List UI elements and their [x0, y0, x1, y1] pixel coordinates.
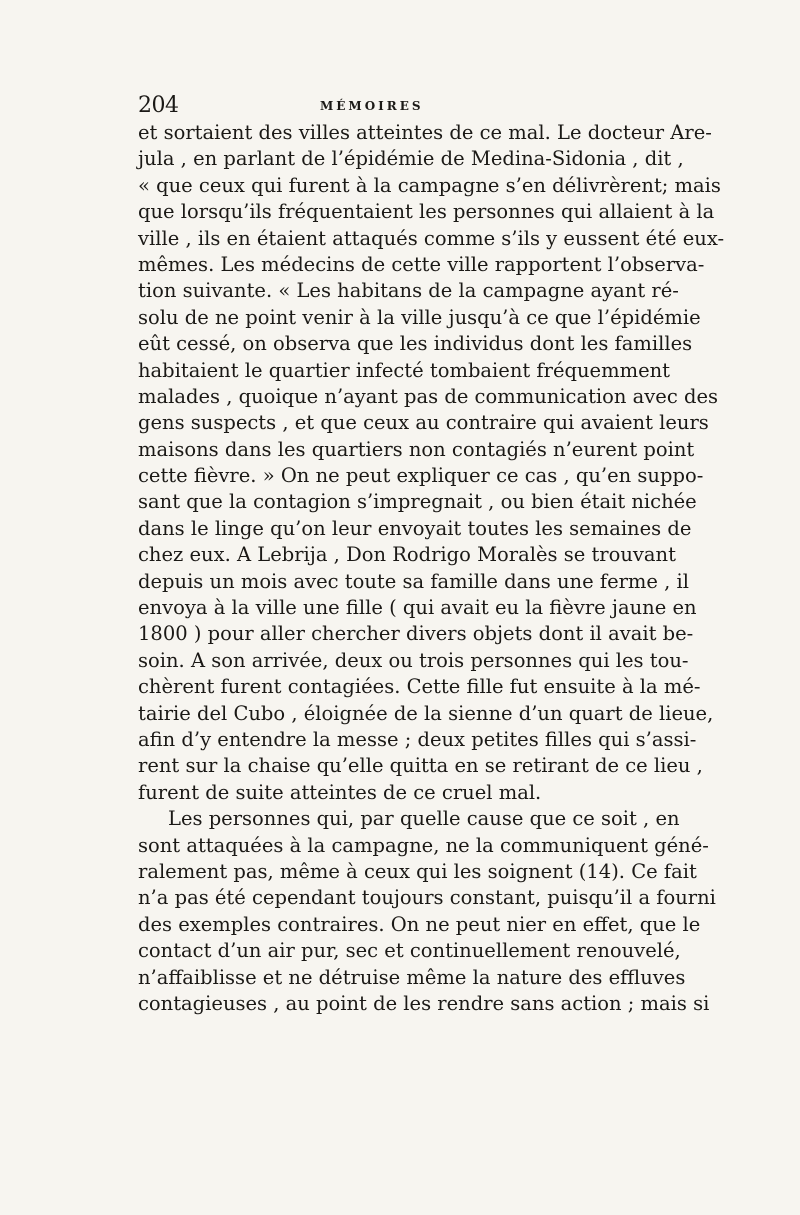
body-text [138, 120, 725, 1017]
text-line: jula , en parlant de l’épidémie de Medina-Sidonia , dit , [138, 147, 684, 171]
text-line: rent sur la chaise qu’elle quitta en se retirant de ce lieu , [138, 754, 703, 778]
text-line: eût cessé, on observa que les individus dont les familles [138, 332, 693, 356]
text-line: tairie del Cubo , éloignée de la sienne d’un quart de lieue, [138, 701, 714, 725]
paragraph-start-line: Les personnes qui, par quelle cause que ce soit , en [168, 807, 680, 831]
text-line: envoya à la ville une fille ( qui avait eu la fièvre jaune en [138, 596, 697, 620]
text-line: solu de ne point venir à la ville jusqu’à ce que l’épidémie [138, 305, 701, 329]
text-line: mêmes. Les médecins de cette ville rapportent l’observa- [138, 252, 705, 276]
text-line: ralement pas, même à ceux qui les soignent (14). Ce fait [138, 859, 697, 883]
text-line: dans le linge qu’on leur envoyait toutes les semaines de [138, 516, 692, 540]
text-line: contagieuses , au point de les rendre sans action ; mais si [138, 991, 710, 1015]
text-line: « que ceux qui furent à la campagne s’en délivrèrent; mais [138, 173, 721, 197]
text-line: tion suivante. « Les habitans de la campagne ayant ré- [138, 279, 679, 303]
text-line: ville , ils en étaient attaqués comme s’ils y eussent été eux- [138, 226, 725, 250]
book-page [138, 92, 725, 1017]
text-line: habitaient le quartier infecté tombaient fréquemment [138, 358, 671, 382]
running-head: MÉMOIRES [320, 99, 424, 113]
text-line: n’a pas été cependant toujours constant, puisqu’il a fourni [138, 886, 716, 910]
text-line: maisons dans les quartiers non contagiés n’eurent point [138, 437, 695, 461]
text-line: des exemples contraires. On ne peut nier en effet, que le [138, 912, 701, 936]
text-line: chèrent furent contagiées. Cette fille fut ensuite à la mé- [138, 675, 701, 699]
text-line: malades , quoique n’ayant pas de communication avec des [138, 384, 719, 408]
page-header [138, 92, 660, 120]
page-number: 204 [138, 93, 179, 118]
text-line: et sortaient des villes atteintes de ce mal. Le docteur Are- [138, 121, 712, 144]
text-line: gens suspects , et que ceux au contraire qui avaient leurs [138, 411, 709, 435]
text-line: 1800 ) pour aller chercher divers objets dont il avait be- [138, 622, 694, 646]
paragraph-end-line: furent de suite atteintes de ce cruel mal. [138, 780, 542, 804]
text-line: cette fièvre. » On ne peut expliquer ce cas , qu’en suppo- [138, 464, 704, 488]
text-line: contact d’un air pur, sec et continuellement renouvelé, [138, 939, 681, 963]
text-line: que lorsqu’ils fréquentaient les personnes qui allaient à la [138, 200, 715, 224]
text-line: depuis un mois avec toute sa famille dans une ferme , il [138, 569, 690, 593]
text-line: soin. A son arrivée, deux ou trois personnes qui les tou- [138, 648, 689, 672]
text-line: sont attaquées à la campagne, ne la communiquent géné- [138, 833, 709, 857]
text-line: n’affaiblisse et ne détruise même la nature des effluves [138, 965, 686, 989]
text-line: chez eux. A Lebrija , Don Rodrigo Moralès se trouvant [138, 543, 676, 567]
text-line: afin d’y entendre la messe ; deux petites filles qui s’assi- [138, 727, 697, 751]
text-line: sant que la contagion s’impregnait , ou bien était nichée [138, 490, 697, 514]
